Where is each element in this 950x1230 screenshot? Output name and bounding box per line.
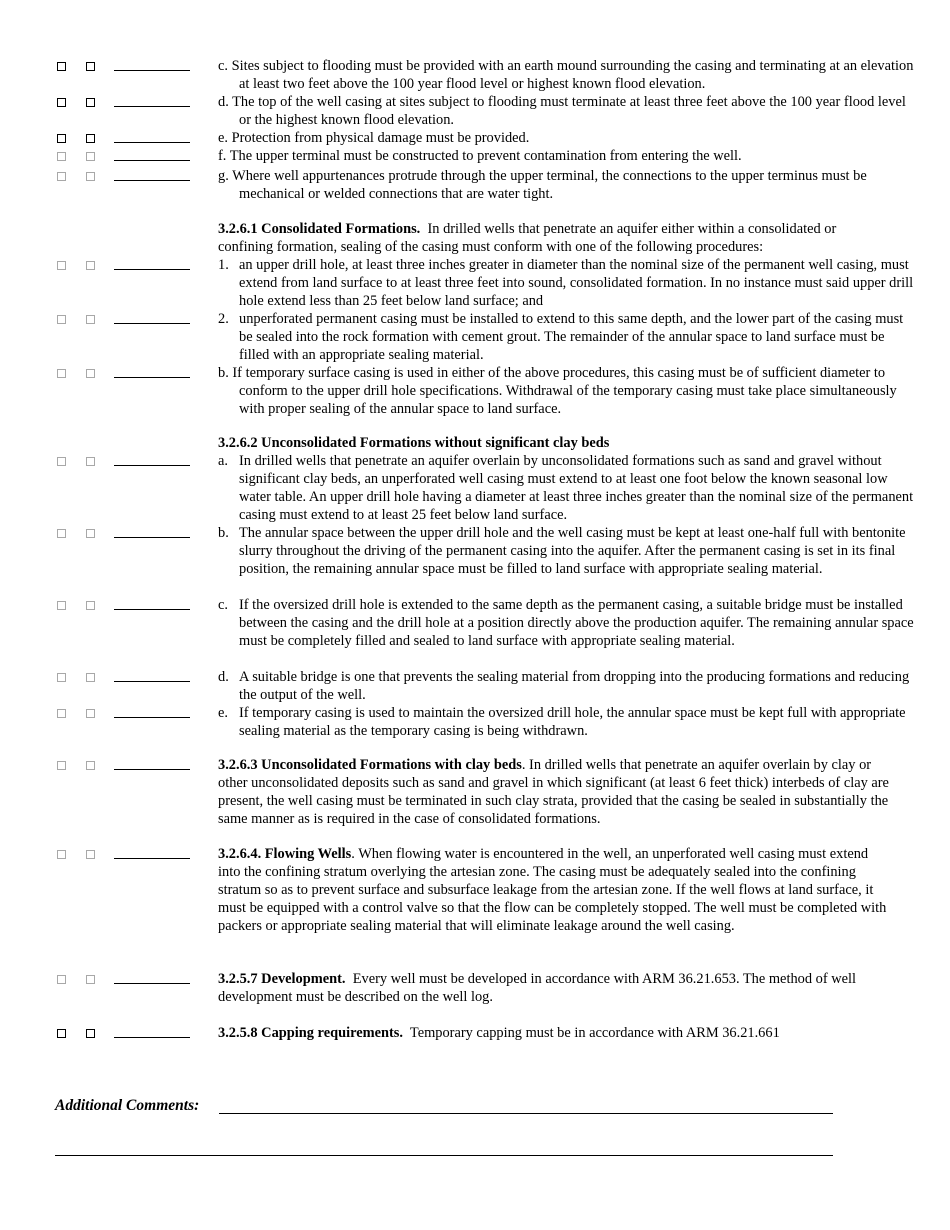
- item-number: 2.: [218, 311, 229, 327]
- checkbox-no[interactable]: [86, 98, 95, 107]
- item-text: If the oversized drill hole is extended to the same depth as the permanent casing, a suitable bridge must be installed between the casing and the drill hole at a position directly above the production aquifer. The remaining annular space must be completely filled and sealed to land surface with appropriate sealing material.: [239, 597, 914, 649]
- checkbox-yes[interactable]: [57, 134, 66, 143]
- initials-blank[interactable]: [114, 323, 190, 324]
- initials-blank[interactable]: [114, 160, 190, 161]
- initials-blank[interactable]: [114, 717, 190, 718]
- checkbox-no[interactable]: [86, 761, 95, 770]
- initials-blank[interactable]: [114, 180, 190, 181]
- initials-blank[interactable]: [114, 858, 190, 859]
- checkbox-yes[interactable]: [57, 975, 66, 984]
- checkbox-no[interactable]: [86, 152, 95, 161]
- item-text: The annular space between the upper drill hole and the well casing must be kept at least one-half full with bentonite slurry throughout the driving of the permanent casing into the aquifer. After the permanent casing is set in its final position, the remaining annular space must be filled to land surface with appropriate sealing material.: [239, 525, 906, 577]
- initials-blank[interactable]: [114, 106, 190, 107]
- checkbox-yes[interactable]: [57, 761, 66, 770]
- checkbox-no[interactable]: [86, 529, 95, 538]
- section-intro: In drilled wells that penetrate an aquifer either within a consolidated or confining formation, sealing of the casing must conform with one of the following procedures:: [218, 221, 837, 255]
- item-text: an upper drill hole, at least three inches greater in diameter than the nominal size of the permanent well casing, must extend from land surface to at least three feet into sound, consolidated formation. In no instance must said upper drill hole extend less than 25 feet below land surface; and: [239, 257, 914, 309]
- checkbox-yes[interactable]: [57, 152, 66, 161]
- section-body: Temporary capping must be in accordance with ARM 36.21.661: [409, 1025, 780, 1041]
- section-heading: 3.2.5.7 Development.: [218, 971, 346, 987]
- checkbox-no[interactable]: [86, 850, 95, 859]
- section-heading: 3.2.6.1 Consolidated Formations.: [218, 221, 421, 237]
- checkbox-no[interactable]: [86, 315, 95, 324]
- item-text: unperforated permanent casing must be installed to extend to this same depth, and the lower part of the casing must be sealed into the rock formation with cement grout. The remainder of the annular space to land surface must be filled with an appropriate sealing material.: [239, 311, 904, 363]
- checkbox-yes[interactable]: [57, 62, 66, 71]
- checkbox-yes[interactable]: [57, 98, 66, 107]
- item-text: f. The upper terminal must be constructed to prevent contamination from entering the well.: [218, 148, 742, 164]
- initials-blank[interactable]: [114, 142, 190, 143]
- checkbox-no[interactable]: [86, 709, 95, 718]
- section-heading: 3.2.5.8 Capping requirements.: [218, 1025, 403, 1041]
- checkbox-yes[interactable]: [57, 315, 66, 324]
- checkbox-yes[interactable]: [57, 172, 66, 181]
- item-number: c.: [218, 597, 228, 613]
- item-number: 1.: [218, 257, 229, 273]
- item-text: A suitable bridge is one that prevents the sealing material from dropping into the producing formations and reducing the output of the well.: [239, 669, 910, 703]
- section-body: . In drilled wells that penetrate an aquifer overlain by clay or other unconsolidated deposits such as sand and gravel in which significant (at least 6 feet thick) interbeds of clay are present, the well casing must be terminated in such clay strata, provided that the casing be sealed in substantially the same manner as is required in the case of consolidated formations.: [218, 757, 889, 827]
- checkbox-no[interactable]: [86, 673, 95, 682]
- comments-line-2[interactable]: [55, 1155, 833, 1156]
- checkbox-yes[interactable]: [57, 369, 66, 378]
- checkbox-no[interactable]: [86, 134, 95, 143]
- checkbox-no[interactable]: [86, 369, 95, 378]
- initials-blank[interactable]: [114, 769, 190, 770]
- checkbox-no[interactable]: [86, 457, 95, 466]
- section-heading: 3.2.6.2 Unconsolidated Formations without significant clay beds: [218, 435, 610, 451]
- checkbox-yes[interactable]: [57, 673, 66, 682]
- checkbox-yes[interactable]: [57, 601, 66, 610]
- initials-blank[interactable]: [114, 377, 190, 378]
- checkbox-yes[interactable]: [57, 457, 66, 466]
- item-text: c. Sites subject to flooding must be provided with an earth mound surrounding the casing and terminating at an elevation at least two feet above the 100 year flood level or highest known flood elevation.: [218, 58, 914, 92]
- checkbox-no[interactable]: [86, 172, 95, 181]
- checkbox-no[interactable]: [86, 601, 95, 610]
- initials-blank[interactable]: [114, 1037, 190, 1038]
- initials-blank[interactable]: [114, 609, 190, 610]
- initials-blank[interactable]: [114, 269, 190, 270]
- item-text: b. If temporary surface casing is used in either of the above procedures, this casing must be of sufficient diameter to conform to the upper drill hole specifications. Withdrawal of the temporary casing must take place simultaneously with proper sealing of the annular space to land surface.: [218, 365, 897, 417]
- checkbox-yes[interactable]: [57, 709, 66, 718]
- section-body: . When flowing water is encountered in the well, an unperforated well casing must extend into the confining stratum overlying the artesian zone. The casing must be adequately sealed into the confining stratum so as to prevent surface and subsurface leakage from the artesian zone. If the well flows at land surface, it must be equipped with a control valve so that the flow can be completely stopped. The well must be completed with packers or appropriate sealing material that will eliminate leakage around the well casing.: [218, 846, 887, 934]
- initials-blank[interactable]: [114, 681, 190, 682]
- item-number: e.: [218, 705, 228, 721]
- item-number: a.: [218, 453, 228, 469]
- item-text: If temporary casing is used to maintain the oversized drill hole, the annular space must be kept full with appropriate sealing material as the temporary casing is being withdrawn.: [239, 705, 906, 739]
- initials-blank[interactable]: [114, 983, 190, 984]
- item-text: d. The top of the well casing at sites subject to flooding must terminate at least three feet above the 100 year flood level or the highest known flood elevation.: [218, 94, 906, 128]
- checkbox-yes[interactable]: [57, 529, 66, 538]
- initials-blank[interactable]: [114, 465, 190, 466]
- item-number: d.: [218, 669, 229, 685]
- section-heading: 3.2.6.3 Unconsolidated Formations with clay beds: [218, 757, 522, 773]
- checkbox-no[interactable]: [86, 1029, 95, 1038]
- item-text: g. Where well appurtenances protrude through the upper terminal, the connections to the upper terminus must be mechanical or welded connections that are water tight.: [218, 168, 867, 202]
- checkbox-yes[interactable]: [57, 1029, 66, 1038]
- checkbox-no[interactable]: [86, 62, 95, 71]
- item-text: e. Protection from physical damage must be provided.: [218, 130, 530, 146]
- initials-blank[interactable]: [114, 537, 190, 538]
- item-text: In drilled wells that penetrate an aquifer overlain by unconsolidated formations such as sand and gravel without significant clay beds, an unperforated well casing must extend to at least one foot below the known seasonal low water table. An upper drill hole having a diameter at least three inches greater than the nominal size of the permanent casing must extend to at least 25 feet below land surface.: [239, 453, 914, 523]
- item-number: b.: [218, 525, 229, 541]
- comments-line-1[interactable]: [219, 1113, 833, 1114]
- checkbox-yes[interactable]: [57, 261, 66, 270]
- checkbox-no[interactable]: [86, 975, 95, 984]
- initials-blank[interactable]: [114, 70, 190, 71]
- section-body: Every well must be developed in accordance with ARM 36.21.653. The method of well development must be described on the well log.: [218, 971, 856, 1005]
- comments-label: Additional Comments:: [55, 1097, 200, 1114]
- checkbox-yes[interactable]: [57, 850, 66, 859]
- checkbox-no[interactable]: [86, 261, 95, 270]
- section-heading: 3.2.6.4. Flowing Wells: [218, 846, 352, 862]
